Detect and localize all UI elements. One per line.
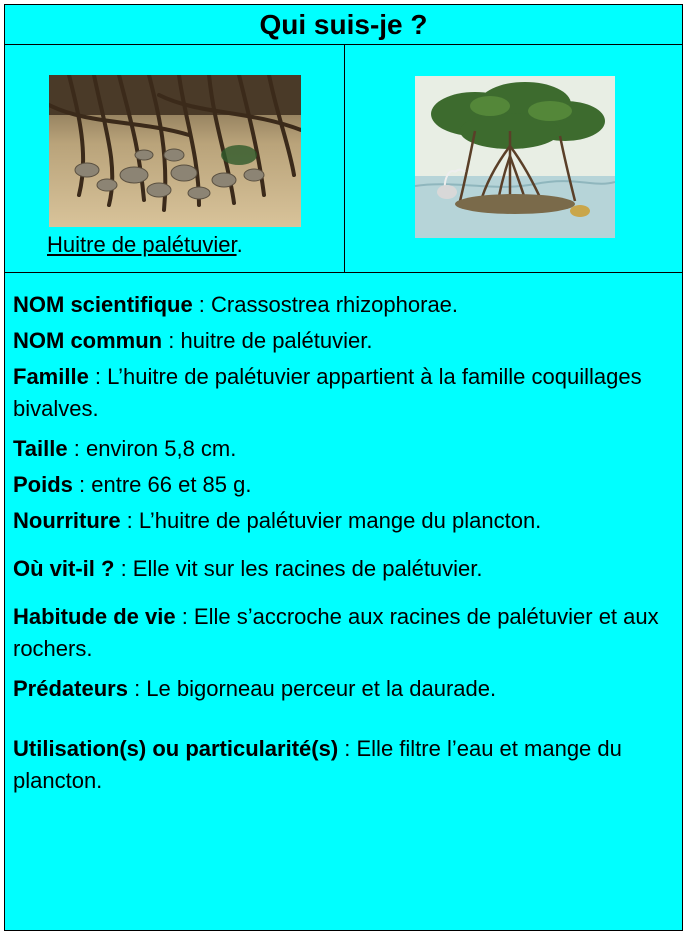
field-value: : Elle s’accroche aux racines de palétuvier et aux rochers. — [13, 604, 659, 661]
field-family — [13, 361, 674, 425]
oyster-roots-photo — [49, 75, 301, 227]
field-label: Utilisation(s) ou particularité(s) — [13, 736, 339, 761]
id-card — [4, 4, 683, 931]
field-common-name — [13, 325, 674, 357]
field-value: : huitre de palétuvier. — [162, 328, 373, 353]
field-value: : L’huitre de palétuvier appartient à la famille coquillages bivalves. — [13, 364, 642, 421]
field-size — [13, 433, 674, 465]
info-section — [5, 273, 682, 797]
field-predators — [13, 673, 674, 705]
image-cell-left — [5, 45, 345, 272]
image-row — [5, 45, 682, 273]
field-value: : Elle vit sur les racines de palétuvier. — [114, 556, 483, 581]
field-label: Poids — [13, 472, 73, 497]
title-row — [5, 5, 682, 45]
field-value: : environ 5,8 cm. — [67, 436, 237, 461]
field-label: Nourriture — [13, 508, 121, 533]
field-value: : Le bigorneau perceur et la daurade. — [127, 676, 497, 701]
photo-caption — [47, 232, 243, 258]
field-value: : L’huitre de palétuvier mange du plancton. — [120, 508, 542, 533]
field-value: : Crassostrea rhizophorae. — [192, 292, 459, 317]
field-label: Habitude de vie — [13, 604, 176, 629]
field-label: Où vit-il ? — [13, 556, 115, 581]
field-value: : Elle filtre l’eau et mange du plancton. — [13, 736, 622, 793]
field-label: Prédateurs — [13, 676, 128, 701]
field-label: NOM scientifique — [13, 292, 193, 317]
field-weight — [13, 469, 674, 501]
caption-suffix: . — [236, 232, 243, 257]
field-label: NOM commun — [13, 328, 163, 353]
field-usage — [13, 733, 674, 797]
field-scientific-name — [13, 289, 674, 321]
field-food — [13, 505, 674, 537]
field-value: : entre 66 et 85 g. — [72, 472, 252, 497]
field-label: Taille — [13, 436, 68, 461]
page-title: Qui suis-je ? — [259, 8, 428, 40]
field-habitat — [13, 553, 674, 585]
image-cell-right — [345, 45, 682, 272]
caption-link[interactable]: Huitre de palétuvier — [47, 232, 237, 257]
mangrove-illustration — [415, 76, 615, 238]
field-label: Famille — [13, 364, 89, 389]
field-lifestyle — [13, 601, 674, 665]
